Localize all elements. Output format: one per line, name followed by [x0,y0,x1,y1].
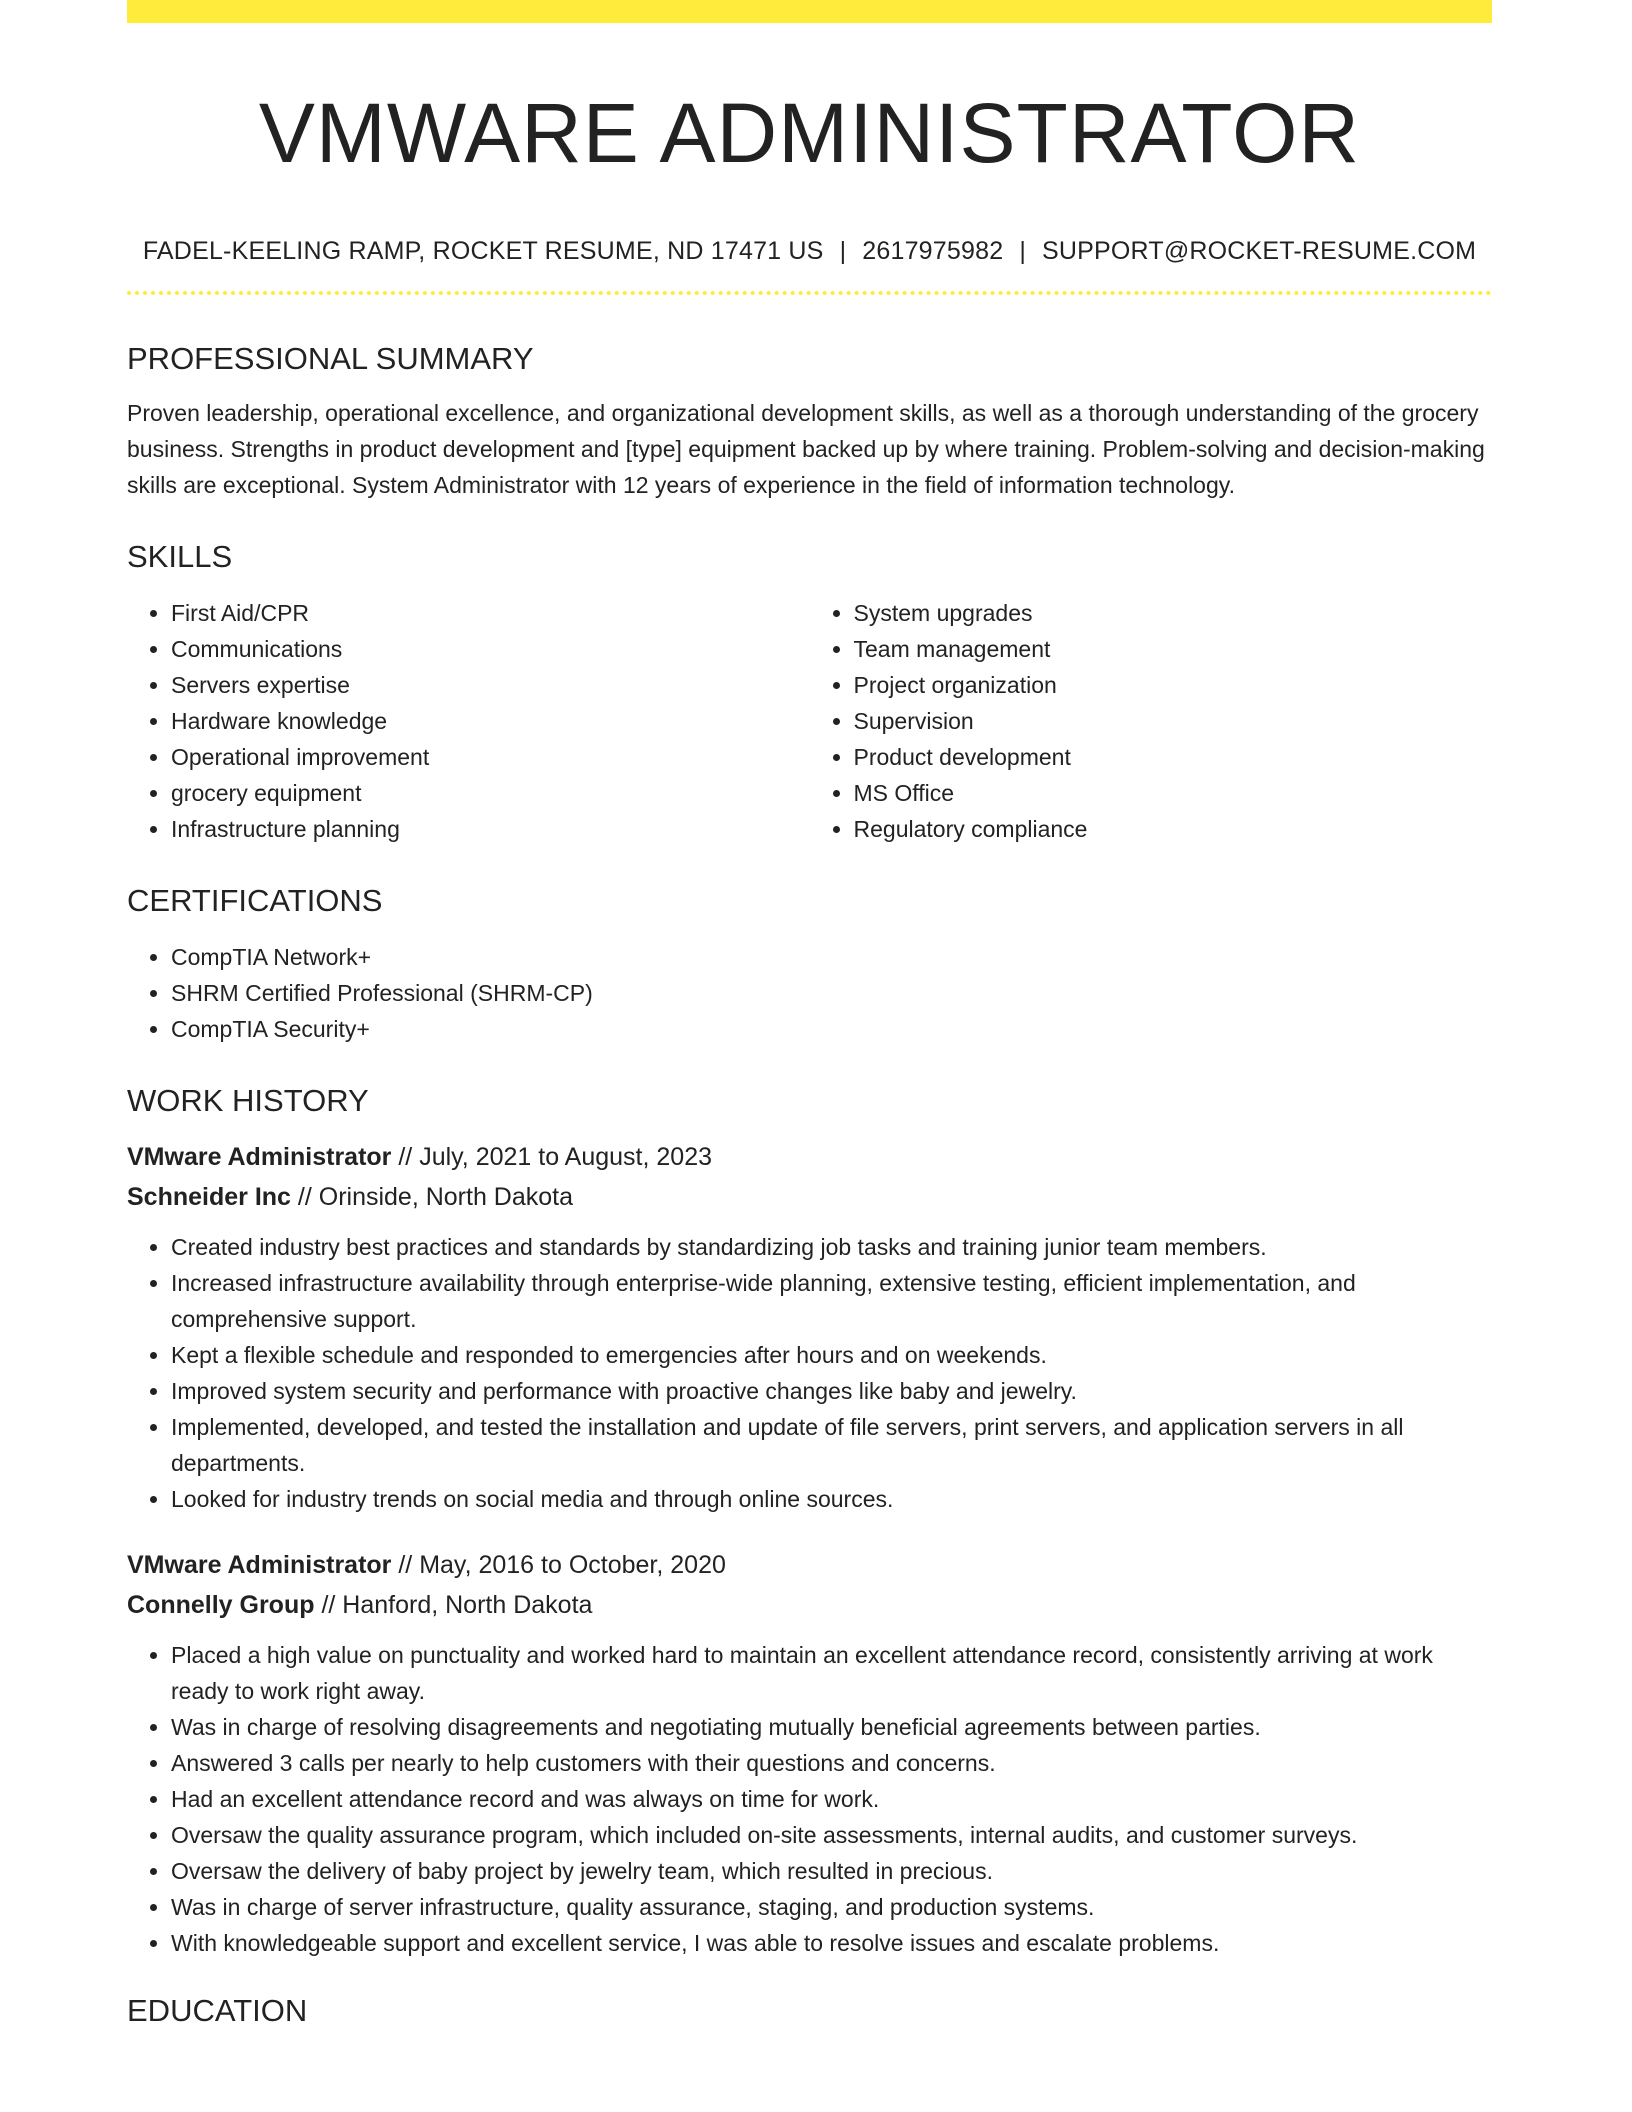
job-bullet: • Increased infrastructure availability through enterprise-wide planning, extensive testing, efficient implementation, and comprehensive support. [171,1265,1492,1337]
contact-separator: | [839,237,847,265]
contact-separator: | [1019,237,1027,265]
job-bullet: • Had an excellent attendance record and was always on time for work. [171,1781,1492,1817]
certifications-section [127,881,1492,1047]
certification-item: • CompTIA Security+ [171,1011,1492,1047]
summary-text: Proven leadership, operational excellence, and organizational development skills, as well as a thorough understanding of the grocery business. Strengths in product development and [type] equipment backed up by where training. Problem-solving and decision-making skills are exceptional. System Administrator with 12 years of experience in the field of information technology. [127,400,1485,498]
skills-columns [127,595,1492,847]
skill-item: • Team management [854,631,1493,667]
job-bullet: • Answered 3 calls per nearly to help customers with their questions and concerns. [171,1745,1492,1781]
job-entry [127,1137,1492,1517]
certifications-list [127,939,1492,1047]
certification-item: • SHRM Certified Professional (SHRM-CP) [171,975,1492,1011]
skill-item: • Operational improvement [171,739,810,775]
job-bullet: • Kept a flexible schedule and responded to emergencies after hours and on weekends. [171,1337,1492,1373]
job-bullets [127,1229,1492,1517]
skills-section [127,537,1492,847]
certification-item: • CompTIA Network+ [171,939,1492,975]
email-text: SUPPORT@ROCKET-RESUME.COM [1042,237,1477,265]
job-company: Schneider Inc [127,1183,291,1211]
skill-item: • First Aid/CPR [171,595,810,631]
job-bullet: • Created industry best practices and standards by standardizing job tasks and training junior team members. [171,1229,1492,1265]
job-bullet: • Was in charge of resolving disagreements and negotiating mutually beneficial agreements between parties. [171,1709,1492,1745]
skill-item: • Regulatory compliance [854,811,1493,847]
work-history-heading: WORK HISTORY [127,1083,369,1118]
job-title-line [127,1137,1492,1177]
job-location: // Hanford, North Dakota [321,1591,593,1619]
job-bullet: • With knowledgeable support and excellent service, I was able to resolve issues and escalate problems. [171,1925,1492,1961]
resume-page [127,0,1492,2031]
skills-right-list [810,595,1493,847]
job-title: VMware Administrator [127,1551,392,1579]
phone-text: 2617975982 [862,237,1004,265]
job-title: VMware Administrator [127,1143,392,1171]
job-location: // Orinside, North Dakota [297,1183,574,1211]
job-bullet: • Looked for industry trends on social media and through online sources. [171,1481,1492,1517]
certifications-heading: CERTIFICATIONS [127,883,383,918]
skills-left-list [127,595,810,847]
job-company-line [127,1177,1492,1217]
work-history-section [127,1081,1492,1961]
top-accent-bar [127,0,1492,23]
job-dates: // July, 2021 to August, 2023 [398,1143,713,1171]
summary-heading: PROFESSIONAL SUMMARY [127,341,534,376]
skill-item: • Supervision [854,703,1493,739]
skill-item: • Servers expertise [171,667,810,703]
job-bullet: • Improved system security and performance with proactive changes like baby and jewelry. [171,1373,1492,1409]
job-bullet: • Implemented, developed, and tested the installation and update of file servers, print servers, and application servers in all departments. [171,1409,1492,1481]
resume-title: VMWARE ADMINISTRATOR [258,86,1361,180]
skill-item: • Communications [171,631,810,667]
education-section [127,1991,1492,2031]
skill-item: • Hardware knowledge [171,703,810,739]
skill-item: • grocery equipment [171,775,810,811]
summary-section [127,339,1492,503]
skill-item: • Infrastructure planning [171,811,810,847]
skill-item: • MS Office [854,775,1493,811]
job-bullet: • Placed a high value on punctuality and worked hard to maintain an excellent attendance record, consistently arriving at work ready to work right away. [171,1637,1492,1709]
skill-item: • Product development [854,739,1493,775]
job-company: Connelly Group [127,1591,315,1619]
skill-item: • System upgrades [854,595,1493,631]
job-bullet: • Oversaw the delivery of baby project by jewelry team, which resulted in precious. [171,1853,1492,1889]
job-bullets [127,1637,1492,1961]
job-bullet: • Was in charge of server infrastructure, quality assurance, staging, and production systems. [171,1889,1492,1925]
dotted-divider [127,291,1492,295]
job-title-line [127,1545,1492,1585]
job-company-line [127,1585,1492,1625]
address-text: FADEL-KEELING RAMP, ROCKET RESUME, ND 17471 US [142,237,824,265]
skill-item: • Project organization [854,667,1493,703]
job-dates: // May, 2016 to October, 2020 [398,1551,726,1579]
contact-line [127,235,1492,267]
skills-heading: SKILLS [127,539,233,574]
job-bullet: • Oversaw the quality assurance program, which included on-site assessments, internal audits, and customer surveys. [171,1817,1492,1853]
education-heading: EDUCATION [127,1993,308,2028]
job-entry [127,1545,1492,1961]
